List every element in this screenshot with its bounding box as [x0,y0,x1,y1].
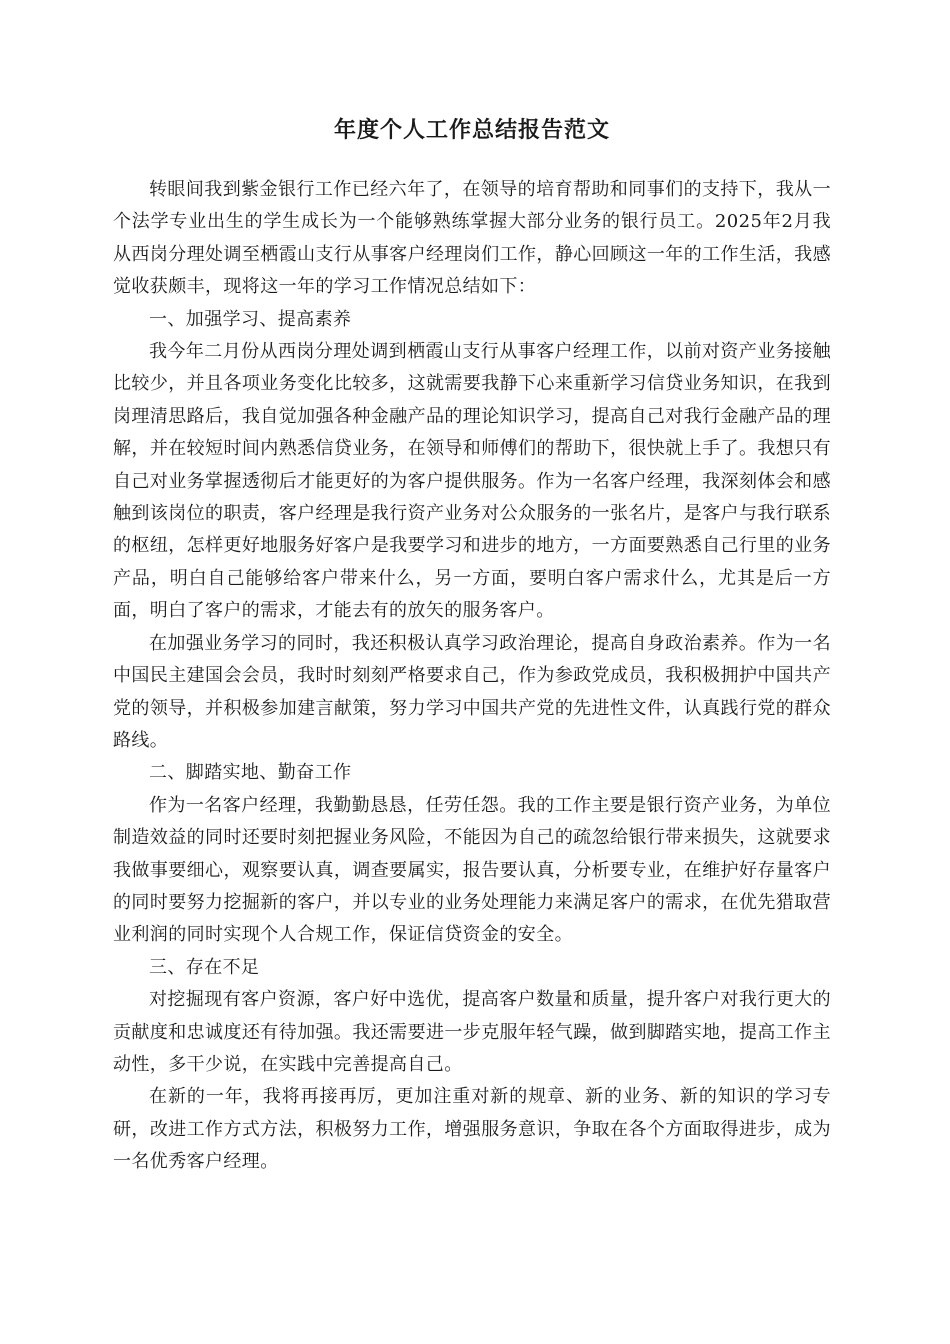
section-heading-1: 一、加强学习、提高素养 [149,308,352,330]
paragraph-study: 我今年二月份从西岗分理处调到栖霞山支行从事客户经理工作，以前对资产业务接触比较少，并且各项业务变化比较多，这就需要我静下心来重新学习信贷业务知识，在我到岗理清思路后，我自觉加强各种金融产品的理论知识学习，提高自己对我行金融产品的理解，并在较短时间内熟悉信贷业务，在领导和师傅们的帮助下，很快就上手了。我想只有自己对业务掌握透彻后才能更好的为客户提供服务。作为一名客户经理，我深刻体会和感触到该岗位的职责，客户经理是我行资产业务对公众服务的一张名片，是客户与我行联系的枢纽，怎样更好地服务好客户是我要学习和进步的地方，一方面要熟悉自己行里的业务产品，明白自己能够给客户带来什么，另一方面，要明白客户需求什么，尤其是后一方面，明白了客户的需求，才能去有的放矢的服务客户。 [113,341,831,622]
paragraph-politics: 在加强业务学习的同时，我还积极认真学习政治理论，提高自身政治素养。作为一名中国民主建国会会员，我时时刻刻严格要求自己，作为参政党成员，我积极拥护中国共产党的领导，并积极参加建言献策，努力学习中国共产党的先进性文件，认真践行党的群众路线。 [113,632,831,751]
paragraph-outlook: 在新的一年，我将再接再厉，更加注重对新的规章、新的业务、新的知识的学习专研，改进工作方式方法，积极努力工作，增强服务意识，争取在各个方面取得进步，成为一名优秀客户经理。 [113,1086,831,1173]
paragraph-shortcomings: 对挖掘现有客户资源，客户好中选优，提高客户数量和质量，提升客户对我行更大的贡献度和忠诚度还有待加强。我还需要进一步克服年轻气躁，做到脚踏实地，提高工作主动性，多干少说，在实践中完善提高自己。 [113,989,831,1075]
section-heading-2: 二、脚踏实地、勤奋工作 [149,762,352,784]
document-title: 年度个人工作总结报告范文 [333,117,610,143]
paragraph-intro: 转眼间我到紫金银行工作已经六年了，在领导的培育帮助和同事们的支持下，我从一个法学专业出生的学生成长为一个能够熟练掌握大部分业务的银行员工。2025年2月我从西岗分理处调至栖霞山支行从事客户经理岗们工作，静心回顾这一年的工作生活，我感觉收获颇丰，现将这一年的学习工作情况总结如下： [113,179,831,298]
paragraph-work: 作为一名客户经理，我勤勤恳恳，任劳任怨。我的工作主要是银行资产业务，为单位制造效益的同时还要时刻把握业务风险，不能因为自己的疏忽给银行带来损失，这就要求我做事要细心，观察要认真，调查要属实，报告要认真，分析要专业，在维护好存量客户的同时要努力挖掘新的客户，并以专业的业务处理能力来满足客户的需求，在优先猎取营业利润的同时实现个人合规工作，保证信贷资金的安全。 [113,794,831,946]
document-page [113,112,831,1179]
section-heading-3: 三、存在不足 [149,956,260,978]
